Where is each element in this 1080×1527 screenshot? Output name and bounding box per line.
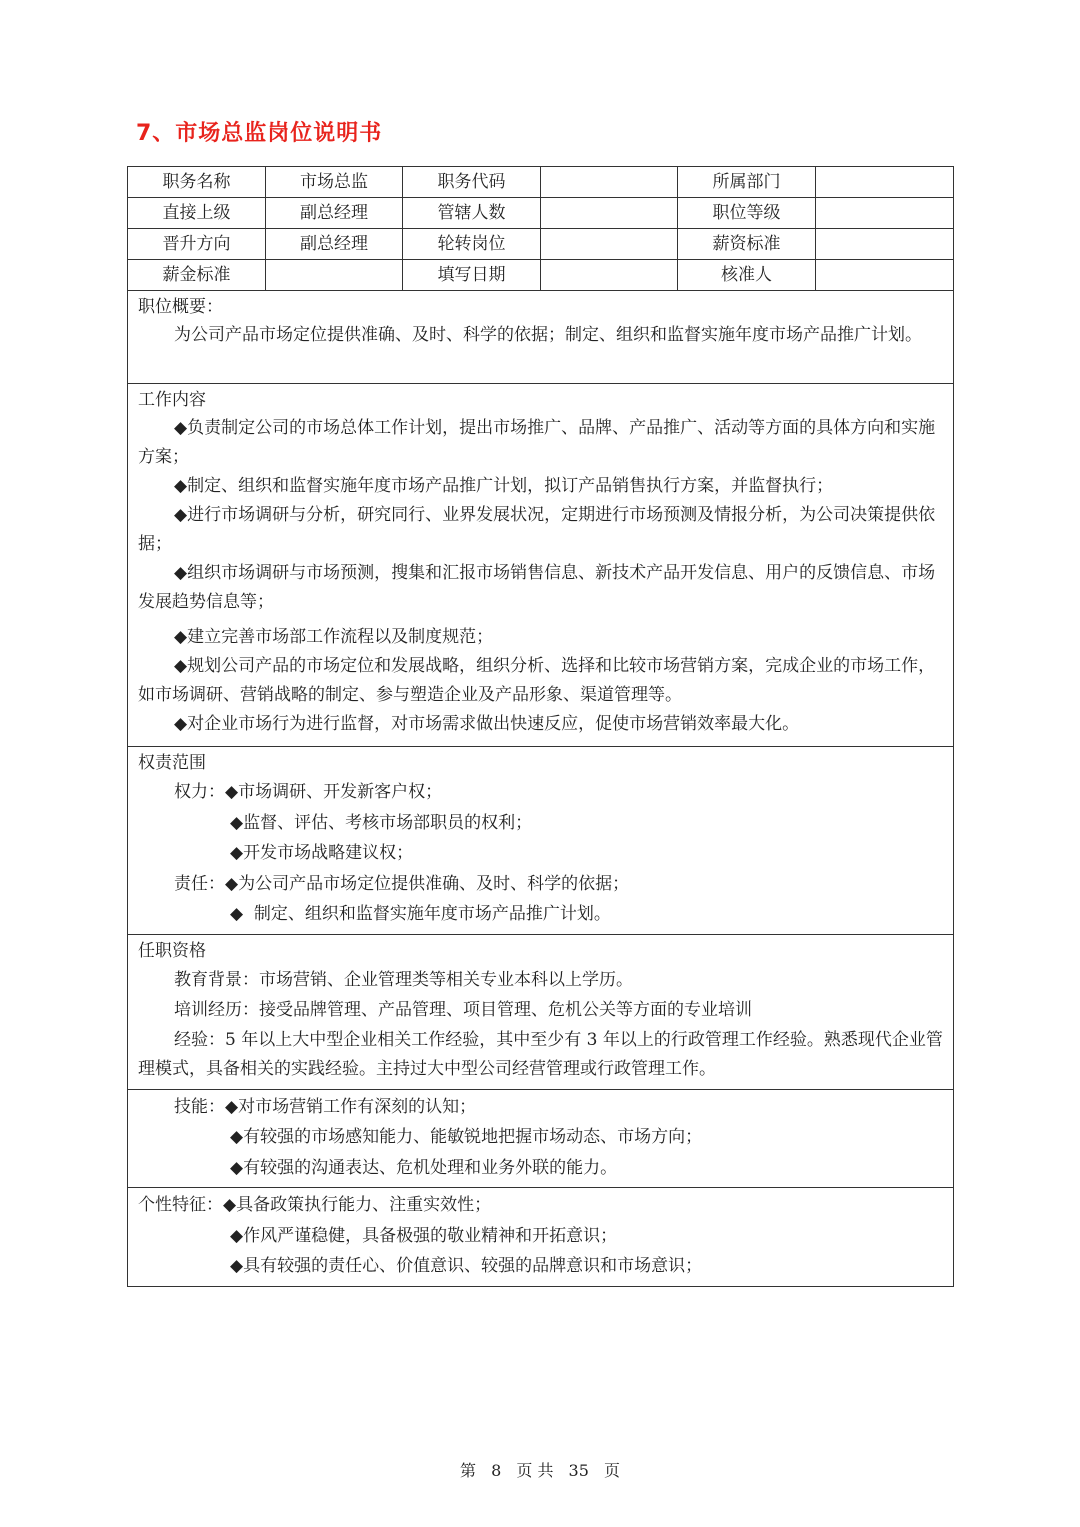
header-cell — [541, 167, 678, 198]
qualification-section — [128, 934, 954, 1089]
experience-text: 经验：5 年以上大中型企业相关工作经验，其中至少有 3 年以上的行政管理工作经验。熟悉现代企业管理模式，具备相关的实践经验。主持过大中型公司经营管理或行政管理工作。 — [138, 1029, 943, 1079]
header-row — [128, 260, 954, 291]
power-item: ◆市场调研、开发新客户权； — [225, 782, 443, 802]
header-cell: 职位等级 — [678, 198, 816, 229]
footer-suffix: 页 — [604, 1461, 621, 1480]
header-cell: 晋升方向 — [128, 229, 266, 260]
overview-text: 为公司产品市场定位提供准确、及时、科学的依据；制定、组织和监督实施年度市场产品推广计划。 — [174, 325, 922, 345]
work-section — [128, 384, 954, 747]
trait-item: ◆具备政策执行能力、注重实效性； — [223, 1195, 492, 1215]
work-item: ◆规划公司产品的市场定位和发展战略，组织分析、选择和比较市场营销方案，完成企业的市场工作，如市场调研、营销战略的制定、参与塑造企业及产品形象、渠道管理等。 — [138, 656, 936, 705]
traits-label: 个性特征： — [138, 1195, 223, 1215]
header-cell — [541, 260, 678, 291]
trait-item: ◆具有较强的责任心、价值意识、较强的品牌意识和市场意识； — [230, 1256, 703, 1276]
header-row — [128, 198, 954, 229]
skills-row — [128, 1089, 954, 1188]
qualification-heading: 任职资格 — [138, 940, 206, 961]
work-item: ◆制定、组织和监督实施年度市场产品推广计划，拟订产品销售执行方案，并监督执行； — [174, 476, 834, 496]
header-cell — [541, 198, 678, 229]
duty-label: 责任： — [174, 873, 225, 894]
header-cell: 直接上级 — [128, 198, 266, 229]
overview-section — [128, 291, 954, 384]
skills-line — [138, 1092, 945, 1123]
header-cell: 所属部门 — [678, 167, 816, 198]
header-row — [128, 167, 954, 198]
total-pages: 35 — [568, 1461, 589, 1480]
duty-item: ◆为公司产品市场定位提供准确、及时、科学的依据； — [225, 873, 630, 894]
traits-line — [138, 1190, 945, 1221]
traits-row — [128, 1188, 954, 1287]
work-row — [128, 384, 954, 747]
duty-line — [138, 869, 945, 900]
header-cell: 核准人 — [678, 260, 816, 291]
skill-item: ◆有较强的市场感知能力、能敏锐地把握市场动态、市场方向； — [230, 1127, 703, 1147]
power-label: 权力： — [174, 782, 225, 802]
header-cell — [816, 260, 954, 291]
skill-item: ◆对市场营销工作有深刻的认知； — [225, 1096, 477, 1117]
skills-section — [128, 1089, 954, 1188]
header-cell — [541, 229, 678, 260]
header-cell: 副总经理 — [266, 198, 403, 229]
document-title: 7、市场总监岗位说明书 — [136, 121, 383, 146]
header-cell: 轮转岗位 — [403, 229, 541, 260]
header-cell — [266, 260, 403, 291]
traits-section — [128, 1188, 954, 1287]
duty-item: ◆ 制定、组织和监督实施年度市场产品推广计划。 — [230, 904, 611, 924]
header-cell — [816, 167, 954, 198]
header-cell — [816, 229, 954, 260]
authority-heading: 权责范围 — [138, 753, 206, 773]
work-item: ◆建立完善市场部工作流程以及制度规范； — [174, 627, 494, 647]
header-cell: 职务代码 — [403, 167, 541, 198]
overview-row — [128, 291, 954, 384]
page-footer — [0, 1458, 1080, 1481]
footer-mid: 页 共 — [516, 1461, 554, 1480]
header-cell: 薪金标准 — [128, 260, 266, 291]
power-item: ◆开发市场战略建议权； — [230, 843, 414, 863]
power-line — [138, 777, 945, 808]
qualification-row — [128, 934, 954, 1089]
power-item: ◆监督、评估、考核市场部职员的权利； — [230, 812, 533, 833]
training-text: 培训经历：接受品牌管理、产品管理、项目管理、危机公关等方面的专业培训 — [174, 1000, 752, 1020]
work-item: ◆进行市场调研与分析，研究同行、业界发展状况，定期进行市场预测及情报分析，为公司决策提供依据； — [138, 505, 936, 554]
job-description-table — [127, 166, 954, 1287]
work-item: ◆对企业市场行为进行监督，对市场需求做出快速反应，促使市场营销效率最大化。 — [174, 714, 800, 734]
work-item: ◆组织市场调研与市场预测，搜集和汇报市场销售信息、新技术产品开发信息、用户的反馈信息、市场发展趋势信息等； — [138, 563, 936, 612]
overview-heading: 职位概要： — [138, 297, 223, 317]
header-cell: 副总经理 — [266, 229, 403, 260]
work-item: ◆负责制定公司的市场总体工作计划，提出市场推广、品牌、产品推广、活动等方面的具体方向和实施方案； — [138, 418, 936, 467]
header-cell: 薪资标准 — [678, 229, 816, 260]
header-cell: 职务名称 — [128, 167, 266, 198]
header-cell: 管辖人数 — [403, 198, 541, 229]
header-cell — [816, 198, 954, 229]
footer-prefix: 第 — [459, 1461, 476, 1480]
page-number: 8 — [491, 1461, 502, 1480]
header-cell: 市场总监 — [266, 167, 403, 198]
authority-section — [128, 747, 954, 935]
header-cell: 填写日期 — [403, 260, 541, 291]
header-row — [128, 229, 954, 260]
education-text: 教育背景：市场营销、企业管理类等相关专业本科以上学历。 — [174, 969, 633, 990]
authority-row — [128, 747, 954, 935]
skill-item: ◆有较强的沟通表达、危机处理和业务外联的能力。 — [230, 1157, 618, 1178]
work-heading: 工作内容 — [138, 390, 206, 410]
trait-item: ◆作风严谨稳健，具备极强的敬业精神和开拓意识； — [230, 1225, 618, 1246]
skills-label: 技能： — [174, 1096, 225, 1117]
